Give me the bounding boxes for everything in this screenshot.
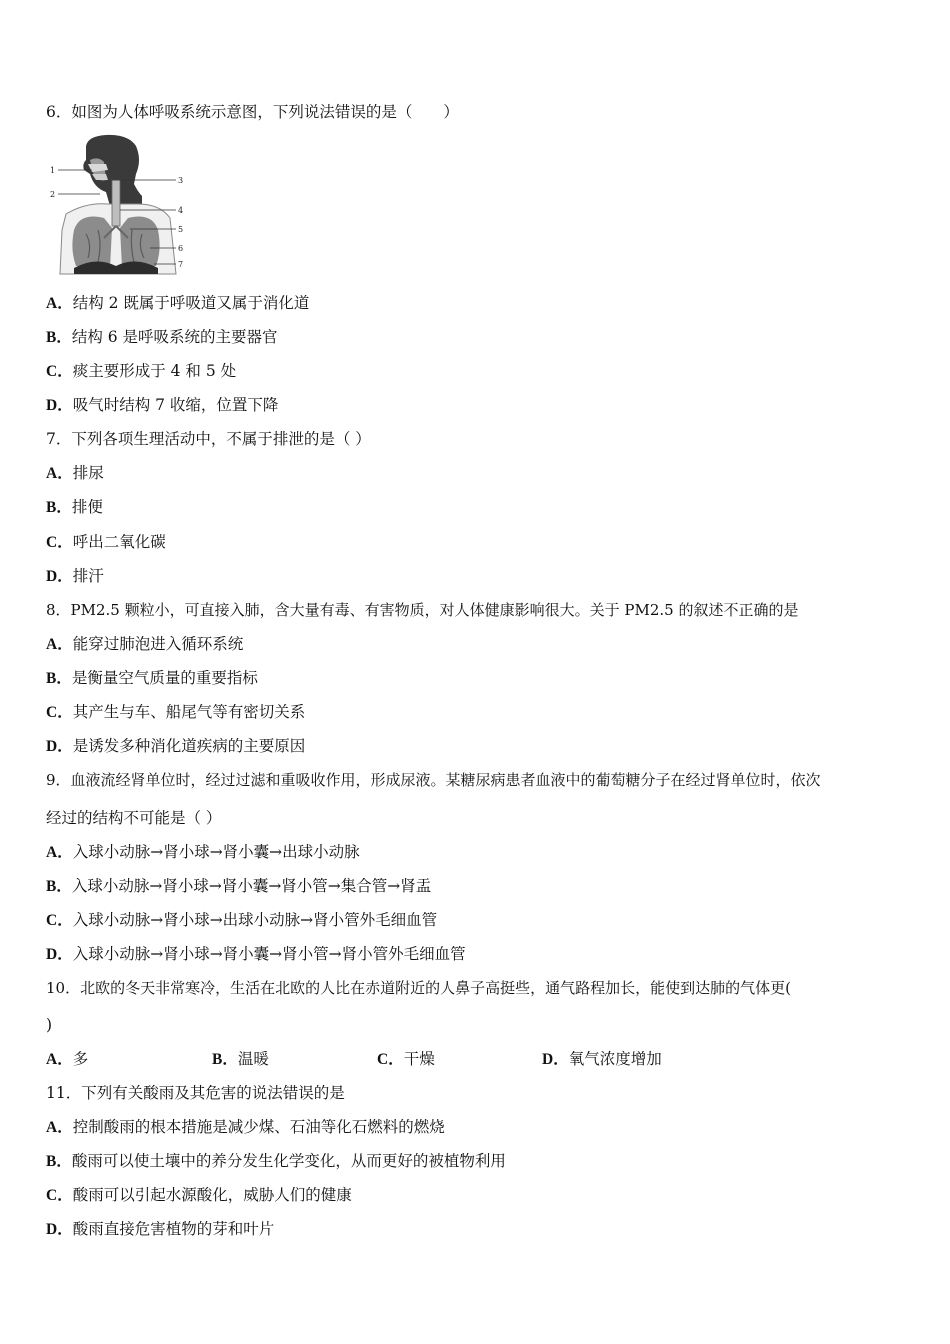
option-text: 酸雨可以引起水源酸化，威胁人们的健康 [72, 1186, 352, 1204]
q6-option-c [46, 361, 236, 382]
q6-option-d [46, 395, 278, 416]
option-letter: D． [46, 1221, 73, 1238]
q10-option-a [46, 1049, 88, 1070]
option-letter: D． [542, 1051, 569, 1068]
option-letter: A． [46, 465, 73, 482]
q9-option-b [46, 876, 431, 897]
figure-label-1: 1 [50, 166, 56, 175]
q10-options-row [46, 1049, 906, 1069]
option-letter: C． [377, 1051, 404, 1068]
question-10-stem-line1: 10．北欧的冬天非常寒冷，生活在北欧的人比在赤道附近的人鼻子高挺些，通气路程加长，能使到达肺的气体更( [46, 979, 791, 997]
option-letter: A． [46, 636, 73, 653]
option-text: 痰主要形成于 4 和 5 处 [72, 362, 237, 380]
option-text: 是衡量空气质量的重要指标 [71, 669, 258, 687]
q6-option-a [46, 293, 309, 314]
option-letter: B． [46, 499, 72, 516]
q11-option-c [46, 1185, 352, 1206]
option-letter: B． [46, 878, 72, 895]
q8-option-d [46, 736, 305, 757]
question-10-stem-line2: ) [46, 1016, 53, 1034]
q7-option-a [46, 463, 104, 484]
q8-option-b [46, 668, 258, 689]
option-text: 入球小动脉→肾小球→肾小囊→肾小管→肾小管外毛细血管 [72, 945, 466, 963]
question-8-stem: 8．PM2.5 颗粒小，可直接入肺，含大量有毒、有害物质，对人体健康影响很大。关于 PM2.5 的叙述不正确的是 [46, 601, 799, 619]
q7-option-c [46, 532, 166, 553]
respiratory-diagram-image [46, 134, 186, 278]
q11-option-d [46, 1219, 274, 1240]
option-text: 结构 6 是呼吸系统的主要器官 [71, 328, 278, 346]
option-text: 入球小动脉→肾小球→肾小囊→出球小动脉 [72, 843, 360, 861]
question-9-stem-line2: 经过的结构不可能是（ ） [46, 809, 222, 827]
question-9-stem-line1: 9．血液流经肾单位时，经过过滤和重吸收作用，形成尿液。某糖尿病患者血液中的葡萄糖分子在经过肾单位时，依次 [46, 771, 821, 789]
option-text: 控制酸雨的根本措施是减少煤、石油等化石燃料的燃烧 [72, 1118, 445, 1136]
figure-label-3: 3 [178, 176, 184, 185]
respiratory-system-figure [46, 134, 186, 278]
option-letter: B． [46, 329, 72, 346]
q8-option-c [46, 702, 305, 723]
q9-option-d [46, 944, 466, 965]
option-letter: B． [212, 1051, 238, 1068]
option-text: 干燥 [403, 1050, 435, 1068]
option-text: 排便 [71, 498, 103, 516]
option-letter: A． [46, 844, 73, 861]
option-text: 排汗 [72, 567, 104, 585]
option-letter: A． [46, 1051, 73, 1068]
option-text: 吸气时结构 7 收缩，位置下降 [72, 396, 279, 414]
figure-label-4: 4 [178, 206, 184, 215]
q7-option-b [46, 497, 103, 518]
option-text: 温暖 [237, 1050, 269, 1068]
option-text: 多 [72, 1050, 89, 1068]
q6-option-b [46, 327, 278, 348]
option-letter: C． [46, 1187, 73, 1204]
option-letter: C． [46, 363, 73, 380]
option-letter: A． [46, 1119, 73, 1136]
option-text: 能穿过肺泡进入循环系统 [72, 635, 244, 653]
option-text: 呼出二氧化碳 [72, 533, 166, 551]
q11-option-b [46, 1151, 506, 1172]
q9-option-c [46, 910, 437, 931]
option-text: 氧气浓度增加 [568, 1050, 662, 1068]
option-text: 酸雨直接危害植物的芽和叶片 [72, 1220, 275, 1238]
option-letter: B． [46, 670, 72, 687]
figure-label-5: 5 [178, 225, 184, 234]
option-letter: B． [46, 1153, 72, 1170]
option-letter: C． [46, 704, 73, 721]
option-letter: D． [46, 397, 73, 414]
q9-option-a [46, 842, 360, 863]
q7-option-d [46, 566, 104, 587]
option-letter: D． [46, 568, 73, 585]
figure-label-7: 7 [178, 260, 184, 269]
option-letter: A． [46, 295, 73, 312]
option-text: 入球小动脉→肾小球→肾小囊→肾小管→集合管→肾盂 [71, 877, 432, 895]
question-7-stem: 7．下列各项生理活动中，不属于排泄的是（ ） [46, 430, 371, 448]
option-letter: C． [46, 912, 73, 929]
option-text: 入球小动脉→肾小球→出球小动脉→肾小管外毛细血管 [72, 911, 438, 929]
option-text: 其产生与车、船尾气等有密切关系 [72, 703, 306, 721]
figure-label-2: 2 [50, 190, 56, 199]
q10-option-c [377, 1049, 435, 1070]
question-6-stem: 6．如图为人体呼吸系统示意图，下列说法错误的是（ ） [46, 103, 459, 121]
option-letter: D． [46, 946, 73, 963]
q10-option-d [542, 1049, 662, 1070]
q11-option-a [46, 1117, 445, 1138]
option-letter: D． [46, 738, 73, 755]
q10-option-b [212, 1049, 269, 1070]
option-text: 结构 2 既属于呼吸道又属于消化道 [72, 294, 310, 312]
question-11-stem: 11．下列有关酸雨及其危害的说法错误的是 [46, 1084, 345, 1102]
q8-option-a [46, 634, 243, 655]
option-letter: C． [46, 534, 73, 551]
option-text: 排尿 [72, 464, 104, 482]
option-text: 酸雨可以使土壤中的养分发生化学变化，从而更好的被植物利用 [71, 1152, 506, 1170]
figure-label-6: 6 [178, 244, 184, 253]
option-text: 是诱发多种消化道疾病的主要原因 [72, 737, 306, 755]
